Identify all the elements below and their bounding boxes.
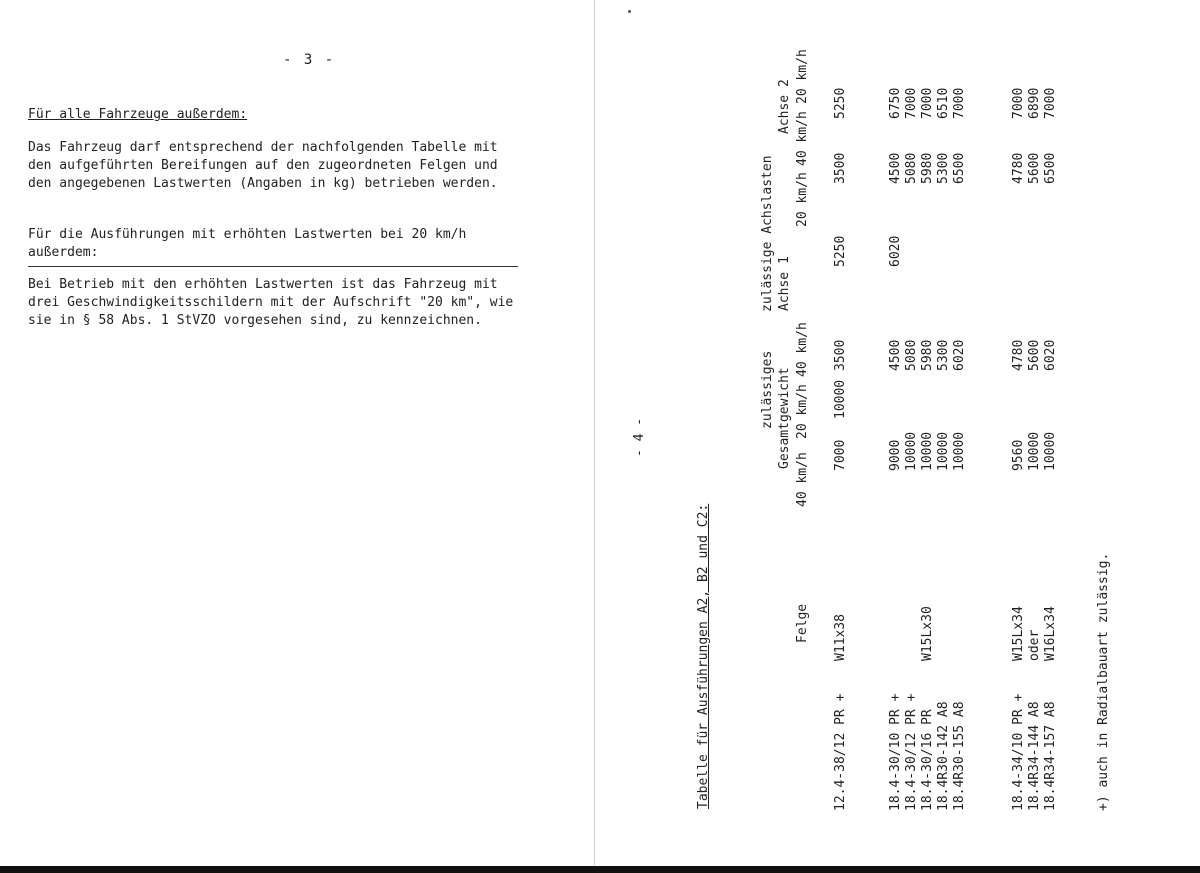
table-cell-a1-40: 6020	[952, 339, 967, 371]
paragraph-line: sie in § 58 Abs. 1 StVZO vorgesehen sind, zu kennzeichnen.	[28, 313, 482, 328]
table-cell-a1-40: 5080	[904, 339, 919, 371]
table-cell-g40: 10000	[1027, 431, 1042, 471]
table-cell-a1-20: 5250	[833, 235, 848, 267]
table-cell-a2-20: 6510	[936, 87, 951, 119]
left-page	[0, 0, 595, 865]
table-cell-a2-40: 4780	[1011, 152, 1026, 184]
table-cell-a2-20: 7000	[904, 87, 919, 119]
table-cell-a2-20: 6890	[1027, 87, 1042, 119]
header-gesamt-1: zulässiges	[760, 350, 775, 429]
table-cell-a2-40: 4500	[888, 152, 903, 184]
header-achse2-20: 20 km/h	[795, 49, 810, 104]
heading-increased-loads-line: Für die Ausführungen mit erhöhten Lastwerten bei 20 km/h	[28, 227, 467, 242]
paragraph-line: drei Geschwindigkeitsschildern mit der Aufschrift "20 km", wie	[28, 295, 514, 310]
paragraph-line: den aufgeführten Bereifungen auf den zugeordneten Felgen und	[28, 158, 498, 173]
header-gesamt-2: Gesamtgewicht	[777, 367, 792, 469]
header-achse-2: Achse 2	[777, 79, 792, 134]
header-achse1-20: 20 km/h	[795, 172, 810, 227]
table-cell-g40: 10000	[952, 431, 967, 471]
page-number: - 3 -	[283, 52, 336, 68]
table-cell-a2-40: 5980	[920, 152, 935, 184]
table-cell-tire: 18.4R30-142 A8	[936, 701, 951, 811]
table-cell-felge: W11x38	[833, 614, 848, 661]
table-cell-a1-40: 4780	[1011, 339, 1026, 371]
table-cell-tire: 18.4R30-155 A8	[952, 701, 967, 811]
table-cell-a2-40: 5080	[904, 152, 919, 184]
table-cell-g40: 9000	[888, 439, 903, 471]
footnote: +) auch in Radialbauart zulässig.	[1096, 552, 1111, 811]
table-cell-a2-20: 7000	[1043, 87, 1058, 119]
heading-increased-loads-line: außerdem:	[28, 245, 99, 260]
table-cell-tire: 18.4-30/16 PR	[920, 709, 935, 811]
table-cell-a1-40: 5600	[1027, 339, 1042, 371]
table-cell-tire: 18.4-30/12 PR +	[904, 693, 919, 811]
header-felge: Felge	[795, 603, 810, 643]
header-gesamt-40: 40 km/h	[795, 452, 810, 507]
header-gesamt-20: 20 km/h	[795, 384, 810, 439]
table-cell-tire: 18.4R34-144 A8	[1027, 701, 1042, 811]
table-cell-a2-20: 7000	[920, 87, 935, 119]
table-cell-a2-40: 3500	[833, 152, 848, 184]
table-cell-g40: 9560	[1011, 439, 1026, 471]
table-cell-g40: 10000	[920, 431, 935, 471]
table-cell-g40: 7000	[833, 439, 848, 471]
rotated-table-block	[632, 49, 1111, 811]
table-cell-felge: W16Lx34	[1043, 606, 1058, 661]
table-cell-tire: 18.4-30/10 PR +	[888, 693, 903, 811]
header-achslasten: zulässige Achslasten	[760, 155, 775, 312]
table-cell-a2-40: 5600	[1027, 152, 1042, 184]
heading-all-vehicles: Für alle Fahrzeuge außerdem:	[28, 107, 248, 122]
table-cell-a2-20: 6750	[888, 87, 903, 119]
scan-speck	[628, 10, 631, 13]
table-cell-tire: 18.4-34/10 PR +	[1011, 693, 1026, 811]
header-achse1-40: 40 km/h	[795, 322, 810, 377]
table-cell-a1-40: 6020	[1043, 339, 1058, 371]
table-cell-a1-40: 4500	[888, 339, 903, 371]
scan-edge	[0, 866, 1200, 873]
table-cell-g40: 10000	[1043, 431, 1058, 471]
table-cell-a1-40: 5300	[936, 339, 951, 371]
table-cell-felge: W15Lx30	[920, 606, 935, 661]
table-cell-a1-40: 3500	[833, 339, 848, 371]
header-achse-1: Achse 1	[777, 256, 792, 311]
table-cell-a1-40: 5980	[920, 339, 935, 371]
page-number: - 4 -	[632, 417, 647, 457]
table-cell-g40: 10000	[904, 431, 919, 471]
table-cell-felge: oder	[1027, 629, 1042, 661]
table-cell-a2-40: 6500	[1043, 152, 1058, 184]
table-cell-tire: 18.4R34-157 A8	[1043, 701, 1058, 811]
table-cell-g20: 10000	[833, 379, 848, 419]
table-cell-a2-20: 7000	[1011, 87, 1026, 119]
paragraph-line: den angegebenen Lastwerten (Angaben in kg) betrieben werden.	[28, 176, 498, 191]
table-cell-g40: 10000	[936, 431, 951, 471]
heading-underline	[28, 266, 518, 267]
paragraph-line: Das Fahrzeug darf entsprechend der nachfolgenden Tabelle mit	[28, 140, 498, 155]
table-cell-a2-20: 5250	[833, 87, 848, 119]
table-cell-a2-20: 7000	[952, 87, 967, 119]
table-cell-a2-40: 6500	[952, 152, 967, 184]
table-cell-tire: 12.4-38/12 PR +	[833, 693, 848, 811]
table-cell-felge: W15Lx34	[1011, 606, 1026, 661]
table-cell-a1-20: 6020	[888, 235, 903, 267]
table-cell-a2-40: 5300	[936, 152, 951, 184]
header-achse2-40: 40 km/h	[795, 111, 810, 166]
paragraph-line: Bei Betrieb mit den erhöhten Lastwerten ist das Fahrzeug mit	[28, 277, 498, 292]
table-title: Tabelle für Ausführungen A2, B2 und C2:	[696, 503, 711, 809]
